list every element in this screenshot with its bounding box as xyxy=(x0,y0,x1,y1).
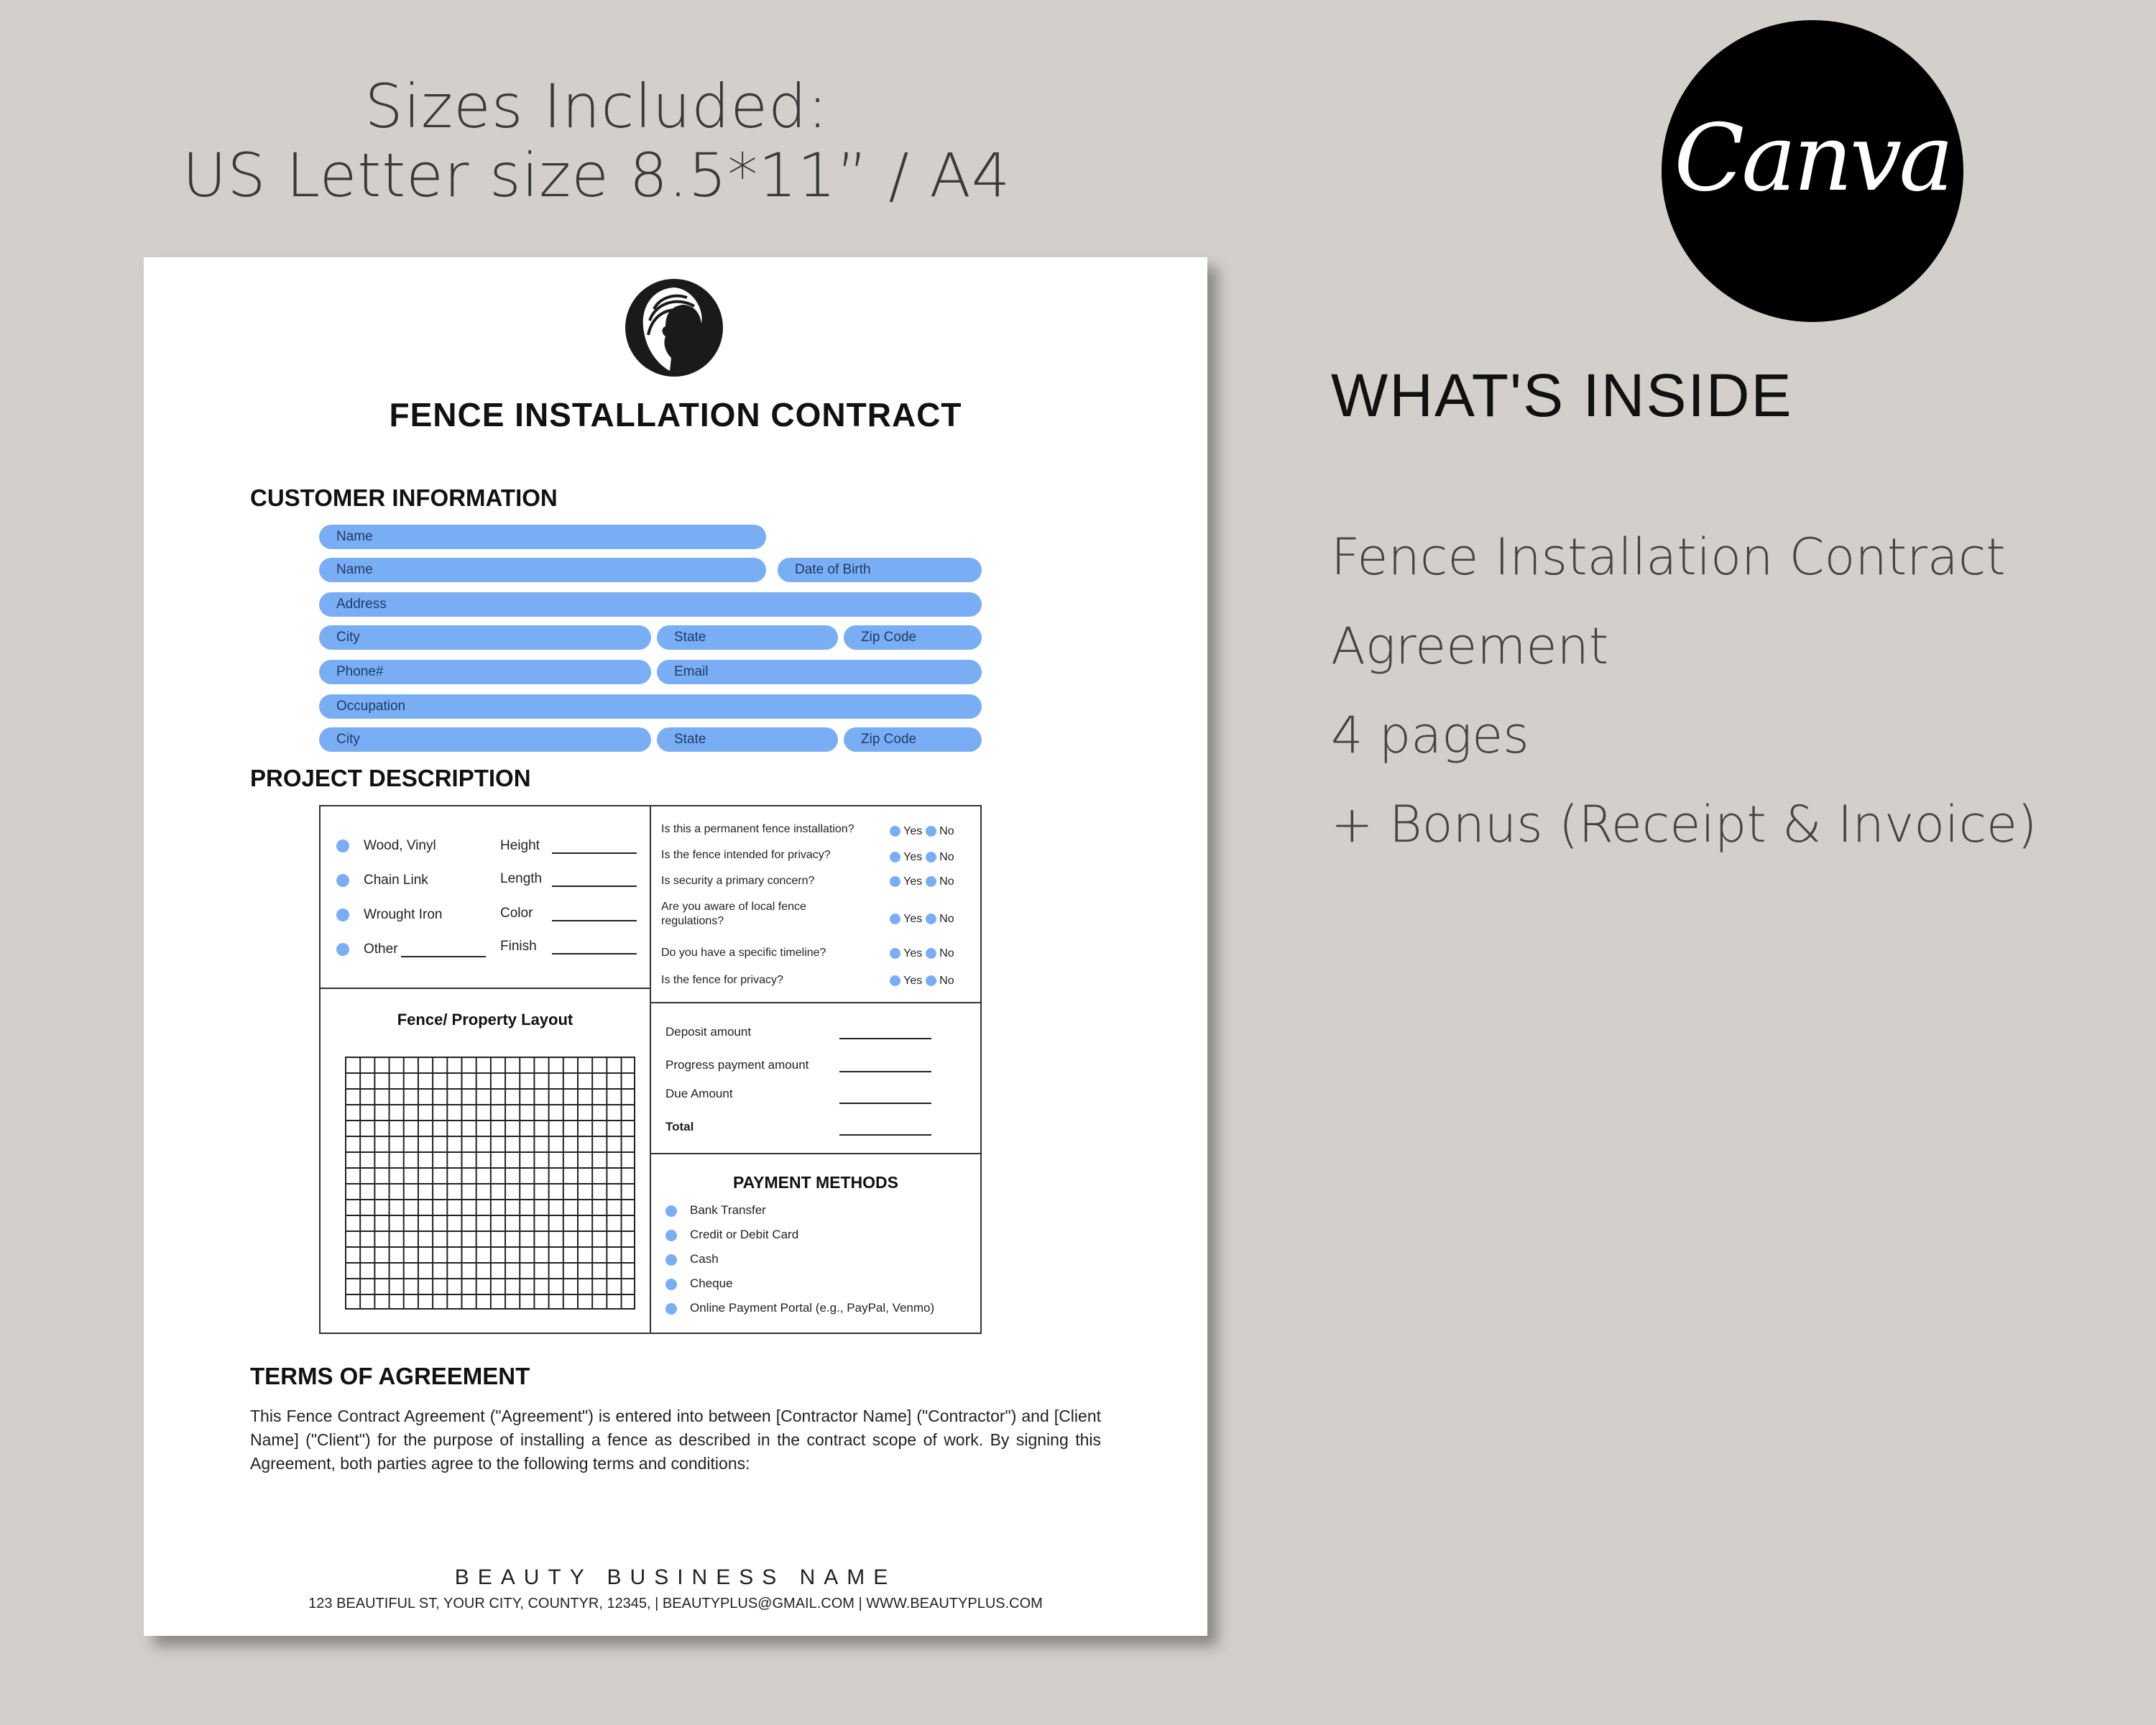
radio-dot-icon xyxy=(926,826,936,837)
payment-option[interactable]: Cash xyxy=(665,1252,719,1266)
radio-dot-icon xyxy=(926,948,936,959)
radio-dot-icon xyxy=(665,1303,677,1315)
state-field[interactable]: State xyxy=(657,625,838,650)
materials-box xyxy=(319,805,651,989)
radio-dot-icon xyxy=(926,876,936,887)
question: Are you aware of local fence regulations? xyxy=(661,901,806,927)
amount-blank-line[interactable] xyxy=(839,1038,931,1039)
radio-dot-icon xyxy=(336,908,349,921)
height-blank-line[interactable] xyxy=(552,852,637,854)
inside-item: Fence Installation Contract xyxy=(1331,528,2006,586)
dob-field[interactable]: Date of Birth xyxy=(778,558,982,582)
payment-option[interactable]: Bank Transfer xyxy=(665,1203,766,1218)
questions-box xyxy=(650,805,982,1003)
canva-badge xyxy=(1662,20,1963,322)
state-field-2[interactable]: State xyxy=(657,727,838,752)
amount-blank-line[interactable] xyxy=(839,1103,931,1104)
amount-label: Deposit amount xyxy=(665,1025,752,1039)
yes-no-choice[interactable]: Yes No xyxy=(890,913,954,926)
sizes-heading xyxy=(137,72,1056,210)
name-field-2[interactable]: Name xyxy=(319,558,766,582)
inside-item: + Bonus (Receipt & Invoice) xyxy=(1331,795,2037,854)
radio-dot-icon xyxy=(665,1230,677,1241)
amount-total-label: Total xyxy=(665,1120,694,1133)
radio-dot-icon xyxy=(890,876,900,887)
dimension-label: Height xyxy=(500,838,540,853)
phone-field[interactable]: Phone# xyxy=(319,660,651,684)
amount-label: Progress payment amount xyxy=(665,1058,809,1072)
customer-info-heading: CUSTOMER INFORMATION xyxy=(250,484,558,511)
business-name: BEAUTY BUSINESS NAME xyxy=(454,1565,897,1589)
zip-field-2[interactable]: Zip Code xyxy=(844,727,982,752)
dimension-label: Finish xyxy=(500,939,537,954)
email-field[interactable]: Email xyxy=(657,660,982,684)
radio-dot-icon xyxy=(665,1279,677,1290)
amount-label: Due Amount xyxy=(665,1087,733,1100)
layout-title: Fence/ Property Layout xyxy=(397,1011,573,1029)
question: Is the fence for privacy? xyxy=(661,974,783,986)
payment-methods-box xyxy=(650,1153,982,1334)
radio-dot-icon xyxy=(926,852,936,862)
radio-dot-icon xyxy=(890,852,900,862)
payment-methods-title: PAYMENT METHODS xyxy=(732,1173,899,1192)
material-option[interactable]: Wrought Iron xyxy=(336,907,442,923)
radio-dot-icon xyxy=(336,943,349,956)
name-field[interactable]: Name xyxy=(319,525,766,549)
radio-dot-icon xyxy=(336,874,349,887)
amount-blank-line[interactable] xyxy=(839,1071,931,1072)
radio-dot-icon xyxy=(665,1205,677,1217)
dimension-label: Color xyxy=(500,906,533,921)
occupation-field[interactable]: Occupation xyxy=(319,694,982,719)
radio-dot-icon xyxy=(890,948,900,959)
other-blank-line[interactable] xyxy=(401,956,486,957)
dimension-label: Length xyxy=(500,871,543,886)
business-address: 123 BEAUTIFUL ST, YOUR CITY, COUNTYR, 12345, | BEAUTYPLUS@GMAIL.COM | WWW.BEAUTYPLUS.COM xyxy=(308,1596,1043,1611)
project-description-heading: PROJECT DESCRIPTION xyxy=(250,765,531,791)
material-option[interactable]: Other xyxy=(336,942,398,957)
radio-dot-icon xyxy=(890,826,900,837)
sizes-line-2: US Letter size 8.5*11” / A4 xyxy=(182,140,1011,211)
radio-dot-icon xyxy=(890,914,900,924)
radio-dot-icon xyxy=(336,840,349,852)
amount-blank-line[interactable] xyxy=(839,1134,931,1136)
payment-option[interactable]: Cheque xyxy=(665,1276,733,1291)
city-field[interactable]: City xyxy=(319,625,651,650)
radio-dot-icon xyxy=(890,975,900,986)
layout-grid[interactable] xyxy=(345,1057,635,1310)
terms-heading: TERMS OF AGREEMENT xyxy=(250,1363,530,1389)
yes-no-choice[interactable]: Yes No xyxy=(890,825,954,838)
zip-field[interactable]: Zip Code xyxy=(844,625,982,650)
contract-page-preview xyxy=(144,257,1207,1636)
canva-logo-text: Canva xyxy=(1674,105,1951,212)
amounts-box xyxy=(650,1002,982,1154)
question: Is this a permanent fence installation? xyxy=(661,823,854,835)
material-option[interactable]: Chain Link xyxy=(336,873,428,888)
question: Is the fence intended for privacy? xyxy=(661,849,831,861)
yes-no-choice[interactable]: Yes No xyxy=(890,875,954,888)
terms-paragraph: This Fence Contract Agreement ("Agreement") is entered into between [Contractor Name] ("Contractor") and [Client Name] ("Client") for the purpose of installing a fence as described in the contract scope of work. By signing this Agreement, both parties agree to the following terms and conditions: xyxy=(250,1407,1101,1473)
property-layout-box xyxy=(319,988,651,1334)
length-blank-line[interactable] xyxy=(552,886,637,887)
contract-title: FENCE INSTALLATION CONTRACT xyxy=(389,396,962,433)
address-field[interactable]: Address xyxy=(319,592,982,617)
inside-item: Agreement xyxy=(1331,617,1609,676)
payment-option[interactable]: Online Payment Portal (e.g., PayPal, Venmo) xyxy=(665,1301,934,1315)
radio-dot-icon xyxy=(665,1254,677,1266)
radio-dot-icon xyxy=(926,914,936,924)
question: Is security a primary concern? xyxy=(661,875,815,887)
whats-inside-title: WHAT'S INSIDE xyxy=(1331,362,1793,429)
city-field-2[interactable]: City xyxy=(319,727,651,752)
yes-no-choice[interactable]: Yes No xyxy=(890,947,954,960)
finish-blank-line[interactable] xyxy=(552,953,637,954)
inside-item: 4 pages xyxy=(1331,706,1529,765)
whats-inside-list xyxy=(1331,525,2037,881)
radio-dot-icon xyxy=(926,975,936,986)
question: Do you have a specific timeline? xyxy=(661,947,826,959)
yes-no-choice[interactable]: Yes No xyxy=(890,975,954,988)
woman-profile-logo-icon xyxy=(624,277,724,378)
sizes-line-1: Sizes Included: xyxy=(364,71,829,142)
payment-option[interactable]: Credit or Debit Card xyxy=(665,1228,798,1242)
material-option[interactable]: Wood, Vinyl xyxy=(336,838,436,854)
color-blank-line[interactable] xyxy=(552,920,637,921)
yes-no-choice[interactable]: Yes No xyxy=(890,851,954,864)
